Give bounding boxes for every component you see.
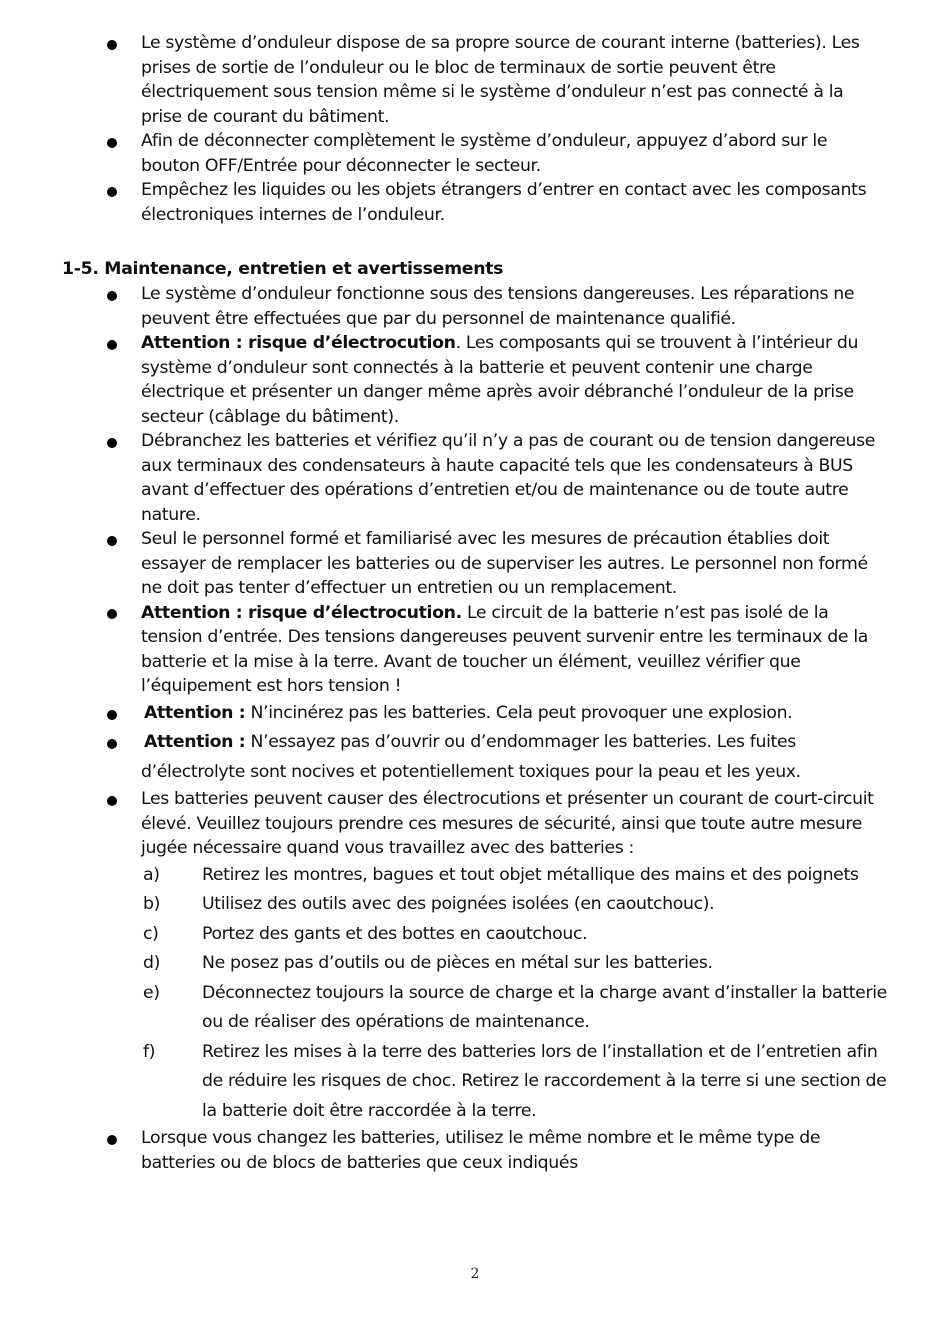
sub-item-text: Retirez les montres, bagues et tout objet métallique des mains et des poignets bbox=[202, 864, 859, 885]
bullet-icon bbox=[107, 1135, 117, 1145]
section-body bbox=[0, 282, 950, 1175]
list-item bbox=[0, 601, 950, 699]
list-item-text: Lorsque vous changez les batteries, utilisez le même nombre et le même type de batteries ou de blocs de batteries que ceux indiqués bbox=[141, 1128, 821, 1173]
sub-item-marker: b) bbox=[143, 894, 161, 914]
sub-item-marker: e) bbox=[143, 982, 160, 1003]
sub-item-text: Retirez les mises à la terre des batteries lors de l’installation et de l’entretien afin de réduire les risques de choc. Retirez le raccordement à la terre si une section de la batterie doit être raccordée à la terre. bbox=[202, 1041, 887, 1121]
sub-item-marker: f) bbox=[143, 1041, 156, 1062]
sub-item-text: Déconnectez toujours la source de charge et la charge avant d’installer la batterie ou de réaliser des opérations de maintenance. bbox=[202, 982, 887, 1032]
warning-lead: Attention : risque d’électrocution bbox=[141, 333, 456, 353]
bullet-icon bbox=[107, 438, 117, 448]
list-item-text: Le système d’onduleur fonctionne sous des tensions dangereuses. Les réparations ne peuvent être effectuées que par du personnel de maintenance qualifié. bbox=[141, 284, 855, 329]
list-item-text: N’incinérez pas les batteries. Cela peut provoquer une explosion. bbox=[245, 702, 793, 723]
sub-list-item bbox=[0, 979, 950, 1038]
list-item bbox=[0, 429, 950, 527]
bullet-icon bbox=[107, 609, 117, 619]
page-number: 2 bbox=[470, 1266, 480, 1282]
warning-lead: Attention : bbox=[144, 732, 246, 752]
list-item bbox=[0, 178, 950, 227]
bullet-icon bbox=[107, 796, 117, 806]
list-item bbox=[0, 31, 950, 129]
sub-list-item bbox=[0, 890, 950, 920]
bullet-icon bbox=[107, 536, 117, 546]
list-item-text: Le circuit de la batterie n’est pas isolé de la tension d’entrée. Des tensions dangereuses peuvent survenir entre les terminaux de la batterie et la mise à la terre. Avant de toucher un élément, veuillez vérifier que l’équipement est hors tension ! bbox=[141, 602, 869, 696]
list-item bbox=[0, 1126, 950, 1175]
sub-list-item bbox=[0, 949, 950, 979]
list-item bbox=[0, 787, 950, 861]
sub-item-marker: a) bbox=[143, 864, 160, 885]
list-item-text: . Les composants qui se trouvent à l’intérieur du système d’onduleur sont connectés à la batterie et peuvent contenir une charge électrique et présenter un danger même après avoir débranché l’onduleur de la prise secteur (câblage du bâtiment). bbox=[141, 333, 859, 427]
list-item bbox=[0, 527, 950, 601]
list-item bbox=[0, 728, 950, 787]
final-bullet-list bbox=[0, 1126, 950, 1175]
sub-item-text: Utilisez des outils avec des poignées isolées (en caoutchouc). bbox=[202, 894, 715, 914]
list-item bbox=[0, 129, 950, 178]
list-item-text: Les batteries peuvent causer des électrocutions et présenter un courant de court-circuit élevé. Veuillez toujours prendre ces mesures de sécurité, ainsi que toute autre mesure jugée nécessaire quand vous travaillez avec des batteries : bbox=[141, 789, 874, 858]
battery-safety-sublist bbox=[0, 861, 950, 1127]
warning-lead: Attention : risque d’électrocution. bbox=[141, 602, 462, 623]
list-item-text: Le système d’onduleur dispose de sa propre source de courant interne (batteries). Les prises de sortie de l’onduleur ou le bloc de terminaux de sortie peuvent être électriquement sous tension même si le système d’onduleur n’est pas connecté à la prise de courant du bâtiment. bbox=[141, 33, 860, 127]
bullet-icon bbox=[107, 710, 117, 720]
sub-list-item bbox=[0, 861, 950, 891]
bullet-icon bbox=[107, 291, 117, 301]
warning-lead: Attention : bbox=[144, 702, 246, 723]
bullet-icon bbox=[107, 138, 117, 148]
bullet-icon bbox=[107, 739, 117, 749]
intro-bullet-list bbox=[0, 31, 950, 227]
sub-list-item bbox=[0, 920, 950, 950]
list-item-text: Empêchez les liquides ou les objets étrangers d’entrer en contact avec les composants électroniques internes de l’onduleur. bbox=[141, 180, 867, 225]
sub-item-text: Ne posez pas d’outils ou de pièces en métal sur les batteries. bbox=[202, 953, 713, 973]
sub-item-marker: c) bbox=[143, 923, 159, 944]
list-item-text: Seul le personnel formé et familiarisé avec les mesures de précaution établies doit essayer de remplacer les batteries ou de superviser les autres. Le personnel non formé ne doit pas tenter d’effectuer un entretien ou un remplacement. bbox=[141, 529, 868, 598]
list-item bbox=[0, 282, 950, 331]
list-item bbox=[0, 331, 950, 429]
sub-list-item bbox=[0, 1038, 950, 1127]
section-heading: 1-5. Maintenance, entretien et avertissements bbox=[62, 259, 504, 279]
list-item-text: N’essayez pas d’ouvrir ou d’endommager les batteries. Les fuites d’électrolyte sont nocives et potentiellement toxiques pour la peau et les yeux. bbox=[141, 732, 801, 782]
sub-item-marker: d) bbox=[143, 953, 161, 973]
list-item bbox=[0, 699, 950, 729]
bullet-icon bbox=[107, 187, 117, 197]
bullet-icon bbox=[107, 40, 117, 50]
sub-item-text: Portez des gants et des bottes en caoutchouc. bbox=[202, 923, 588, 944]
list-item-text: Débranchez les batteries et vérifiez qu’il n’y a pas de courant ou de tension dangereuse aux terminaux des condensateurs à haute capacité tels que les condensateurs à BUS avant d’effectuer des opérations d’entretien et/ou de maintenance ou de toute autre nature. bbox=[141, 431, 876, 525]
list-item-text: Afin de déconnecter complètement le système d’onduleur, appuyez d’abord sur le bouton OFF/Entrée pour déconnecter le secteur. bbox=[141, 131, 828, 176]
warning-bullet-list bbox=[0, 282, 950, 861]
bullet-icon bbox=[107, 340, 117, 350]
